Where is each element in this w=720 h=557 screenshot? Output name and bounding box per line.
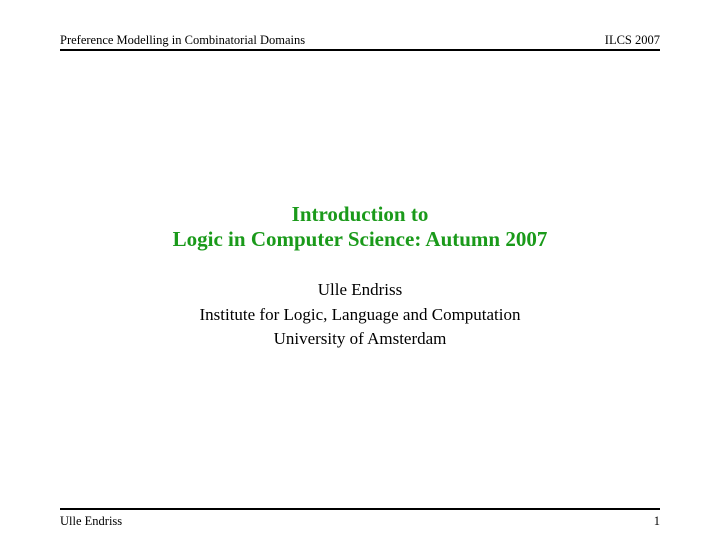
slide-header: [60, 32, 660, 48]
title-line-2: Logic in Computer Science: Autumn 2007: [172, 227, 548, 251]
slide-footer: [60, 513, 660, 529]
author-block: [0, 278, 720, 352]
author-university: University of Amsterdam: [273, 329, 447, 348]
author-name: Ulle Endriss: [317, 280, 403, 299]
footer-author: Ulle Endriss: [60, 514, 123, 528]
header-course-title: Preference Modelling in Combinatorial Domains: [60, 33, 306, 47]
title-line-1: Introduction to: [291, 202, 429, 226]
footer-rule: [60, 508, 660, 510]
header-event-label: ILCS 2007: [604, 33, 660, 47]
slide-title: [0, 202, 720, 252]
page-number: 1: [653, 514, 660, 528]
header-rule: [60, 49, 660, 51]
author-institute: Institute for Logic, Language and Computation: [199, 304, 521, 324]
